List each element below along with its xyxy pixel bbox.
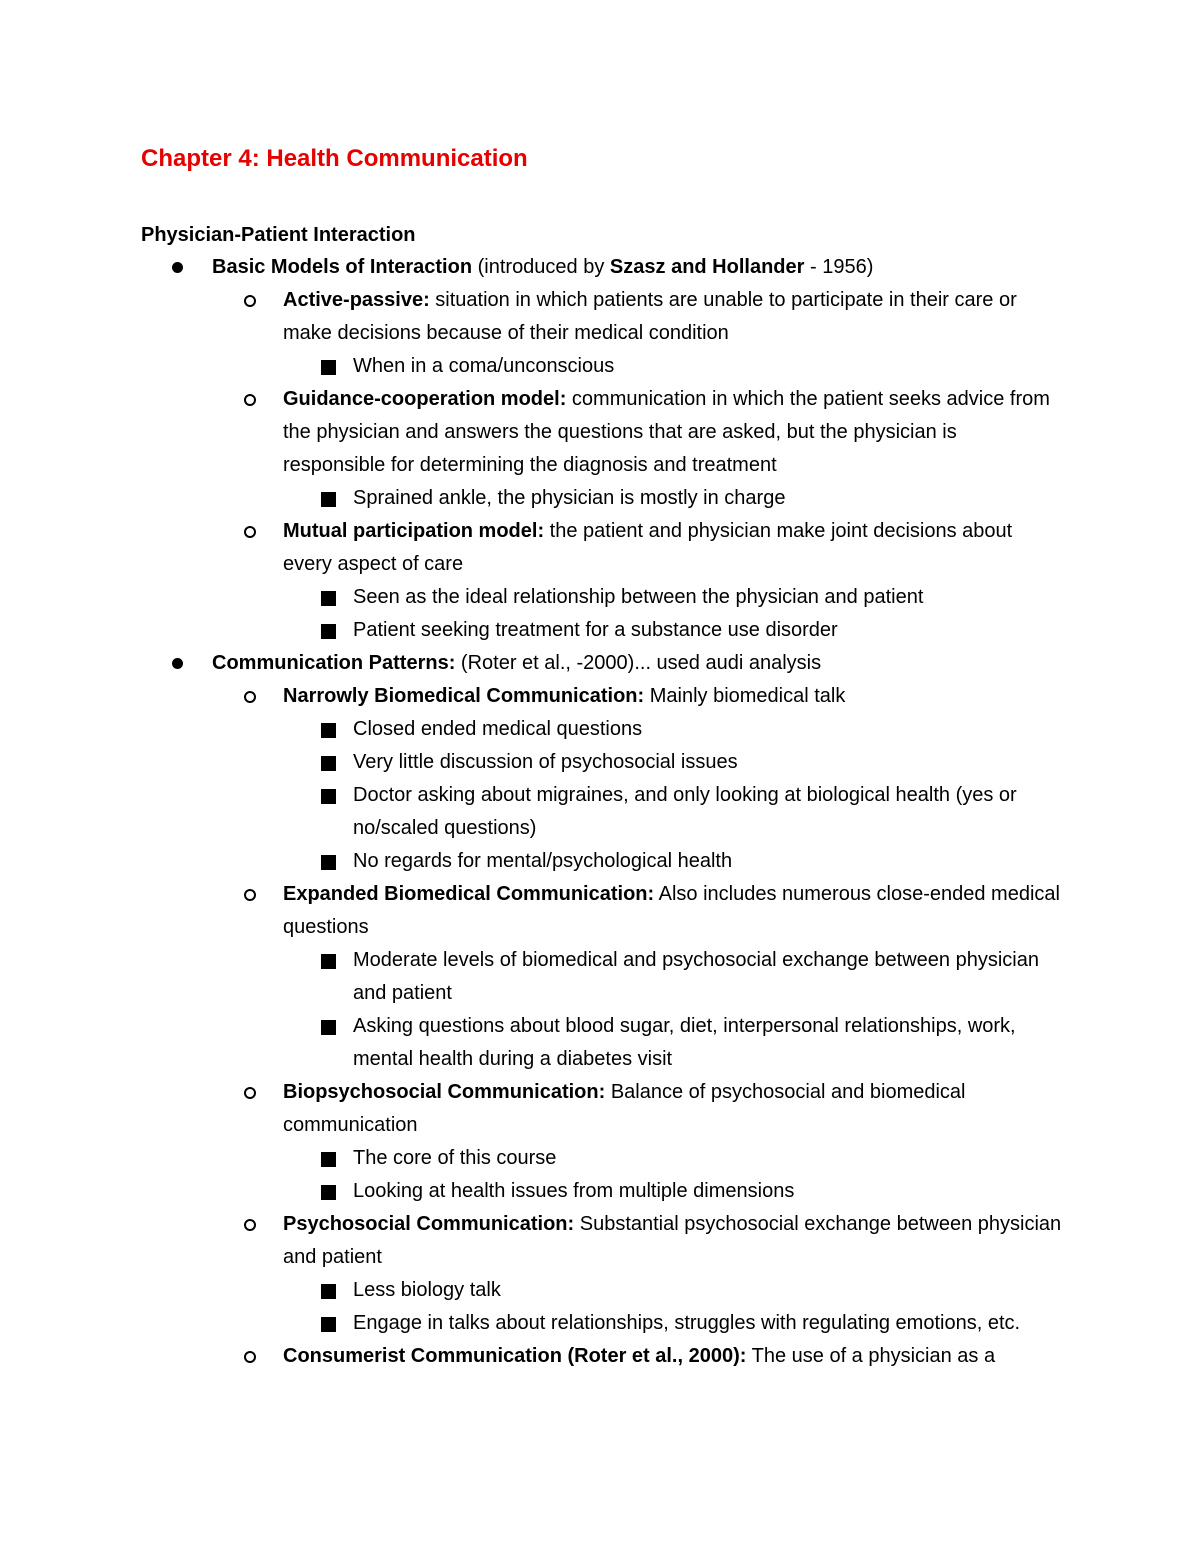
outline-example-item: [0, 1175, 1065, 1208]
outline-item-psychosocial: [0, 1208, 1063, 1274]
section-heading: Physician-Patient Interaction: [141, 224, 416, 246]
square-bullet-icon: [321, 492, 336, 507]
square-bullet-icon: [321, 1185, 336, 1200]
item-description: Substantial psychosocial exchange between physician and patient: [283, 1213, 1062, 1268]
filled-bullet-icon: [172, 262, 183, 273]
square-bullet-icon: [321, 1152, 336, 1167]
example-text: The core of this course: [353, 1147, 557, 1169]
square-bullet-icon: [321, 756, 336, 771]
outline-example-item: [0, 1010, 1065, 1076]
item-intro-prefix: (introduced by: [472, 256, 610, 278]
square-bullet-icon: [321, 855, 336, 870]
example-text: No regards for mental/psychological health: [353, 850, 733, 872]
example-text: Sprained ankle, the physician is mostly in charge: [353, 487, 786, 509]
example-text: Less biology talk: [353, 1279, 501, 1301]
outline-example-item: [0, 845, 1065, 878]
outline-example-item: [0, 1142, 1065, 1175]
hollow-bullet-icon: [244, 394, 256, 406]
outline-example-item: [0, 1307, 1065, 1340]
hollow-bullet-icon: [244, 1219, 256, 1231]
outline-example-item: [0, 614, 1065, 647]
item-authors: Szasz and Hollander: [609, 256, 805, 278]
hollow-bullet-icon: [244, 526, 256, 538]
example-text: When in a coma/unconscious: [353, 355, 615, 377]
outline-list: [0, 251, 1200, 1373]
page-title: Chapter 4: Health Communication: [141, 145, 528, 172]
item-description: The use of a physician as a: [746, 1345, 996, 1367]
square-bullet-icon: [321, 1020, 336, 1035]
item-term: Communication Patterns:: [212, 652, 456, 674]
square-bullet-icon: [321, 954, 336, 969]
filled-bullet-icon: [172, 658, 183, 669]
outline-item-basic-models: [0, 251, 1060, 284]
hollow-bullet-icon: [244, 691, 256, 703]
outline-item-communication-patterns: [0, 647, 1060, 680]
item-term: Expanded Biomedical Communication:: [283, 883, 655, 905]
item-description: situation in which patients are unable to participate in their care or make decisions because of their medical condition: [283, 289, 1017, 344]
hollow-bullet-icon: [244, 1087, 256, 1099]
hollow-bullet-icon: [244, 1351, 256, 1363]
hollow-bullet-icon: [244, 295, 256, 307]
example-text: Patient seeking treatment for a substance use disorder: [353, 619, 838, 641]
item-term: Guidance-cooperation model:: [283, 388, 567, 410]
item-description: Mainly biomedical talk: [644, 685, 846, 707]
outline-item-guidance-cooperation: [0, 383, 1063, 482]
item-description: communication in which the patient seeks advice from the physician and answers the questions that are asked, but the physician is responsible for determining the diagnosis and treatment: [283, 388, 1050, 476]
item-term: Consumerist Communication (Roter et al., 2000):: [283, 1345, 747, 1367]
item-description: Balance of psychosocial and biomedical communication: [283, 1081, 966, 1136]
outline-example-item: [0, 944, 1065, 1010]
example-text: Doctor asking about migraines, and only looking at biological health (yes or no/scaled questions): [353, 784, 1017, 839]
example-text: Engage in talks about relationships, struggles with regulating emotions, etc.: [353, 1312, 1021, 1334]
square-bullet-icon: [321, 360, 336, 375]
item-term: Biopsychosocial Communication:: [283, 1081, 606, 1103]
outline-example-item: [0, 779, 1065, 845]
outline-item-expanded-biomedical: [0, 878, 1063, 944]
item-term: Active-passive:: [283, 289, 430, 311]
outline-example-item: [0, 350, 1065, 383]
example-text: Seen as the ideal relationship between the physician and patient: [353, 586, 924, 608]
outline-example-item: [0, 581, 1065, 614]
square-bullet-icon: [321, 1284, 336, 1299]
outline-example-item: [0, 713, 1065, 746]
square-bullet-icon: [321, 789, 336, 804]
outline-item-biopsychosocial: [0, 1076, 1063, 1142]
outline-item-mutual-participation: [0, 515, 1063, 581]
example-text: Very little discussion of psychosocial issues: [353, 751, 738, 773]
square-bullet-icon: [321, 591, 336, 606]
item-description: the patient and physician make joint decisions about every aspect of care: [283, 520, 1013, 575]
example-text: Closed ended medical questions: [353, 718, 643, 740]
item-description: (Roter et al., -2000)... used audi analysis: [455, 652, 822, 674]
outline-example-item: [0, 1274, 1065, 1307]
item-term: Basic Models of Interaction: [212, 256, 473, 278]
example-text: Moderate levels of biomedical and psychosocial exchange between physician and patient: [353, 949, 1039, 1004]
outline-item-narrowly-biomedical: [0, 680, 1063, 713]
item-term: Psychosocial Communication:: [283, 1213, 575, 1235]
outline-example-item: [0, 746, 1065, 779]
square-bullet-icon: [321, 1317, 336, 1332]
hollow-bullet-icon: [244, 889, 256, 901]
item-intro-suffix: - 1956): [804, 256, 874, 278]
outline-item-consumerist: [0, 1340, 1063, 1373]
square-bullet-icon: [321, 624, 336, 639]
item-description: Also includes numerous close-ended medical questions: [283, 883, 1060, 938]
item-term: Mutual participation model:: [283, 520, 545, 542]
item-term: Narrowly Biomedical Communication:: [283, 685, 645, 707]
example-text: Looking at health issues from multiple dimensions: [353, 1180, 795, 1202]
outline-example-item: [0, 482, 1065, 515]
square-bullet-icon: [321, 723, 336, 738]
example-text: Asking questions about blood sugar, diet, interpersonal relationships, work, mental health during a diabetes visit: [353, 1015, 1016, 1070]
outline-item-active-passive: [0, 284, 1063, 350]
